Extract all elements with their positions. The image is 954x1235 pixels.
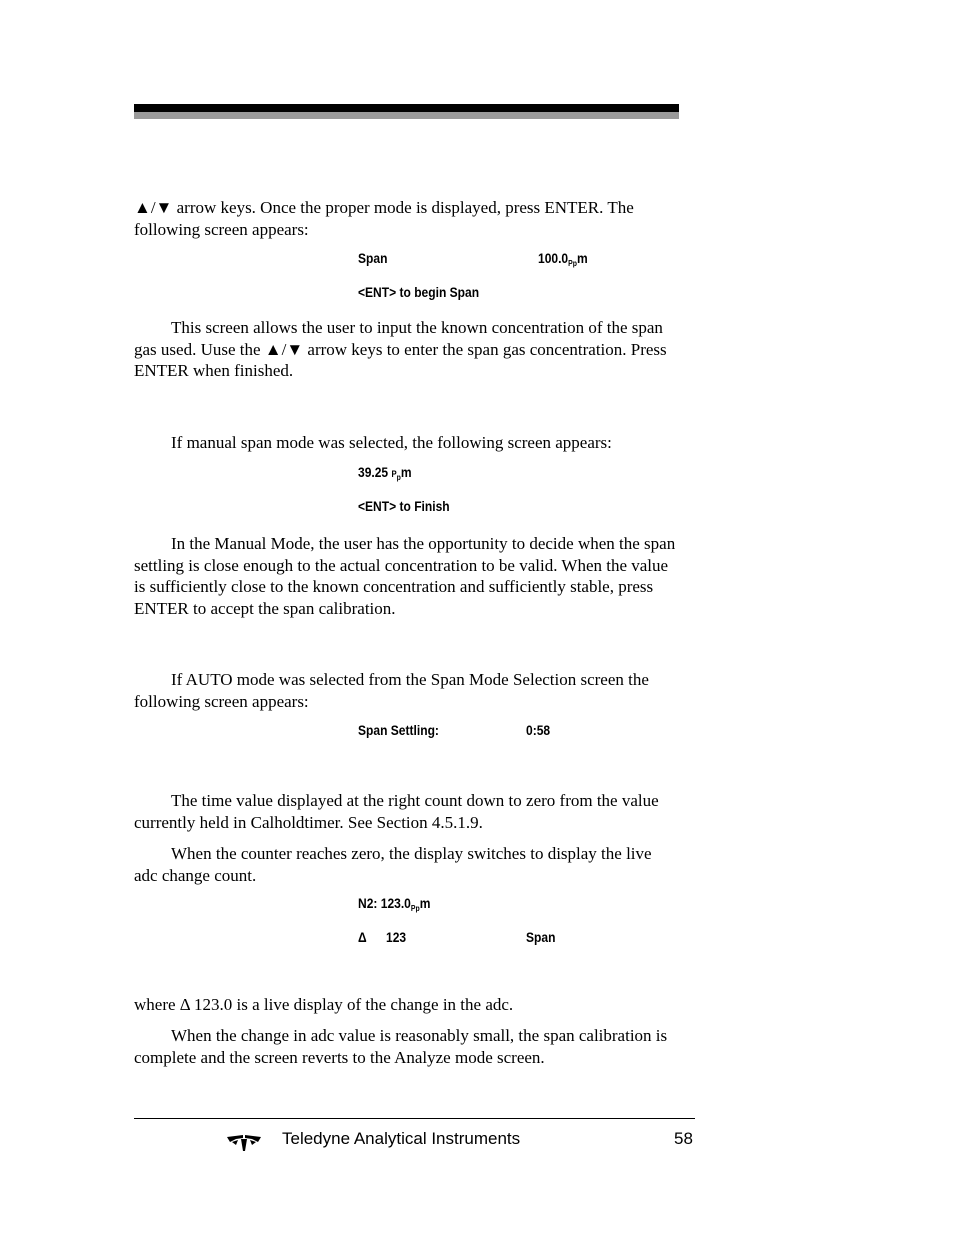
screen-span-value: $100.0_{Pp}m$ xyxy=(538,250,588,268)
footer-rule xyxy=(134,1118,695,1119)
paragraph-where: where Δ 123.0 is a live display of the change in the adc. xyxy=(134,995,514,1014)
screen-span-line2: <ENT> to begin Span xyxy=(358,284,480,300)
screen-span-line1 xyxy=(358,250,387,266)
paragraph-counter-zero: When the counter reaches zero, the display switches to display the live adc change count. xyxy=(134,844,652,885)
screen-delta-count: 123 xyxy=(386,929,407,945)
paragraph-auto-intro: If AUTO mode was selected from the Span Mode Selection screen the following screen appears: xyxy=(134,670,649,711)
teledyne-logo-icon xyxy=(226,1130,262,1152)
footer-company: Teledyne Analytical Instruments xyxy=(282,1129,521,1148)
screen-manual-line2: <ENT> to Finish xyxy=(358,498,450,514)
screen-delta-symbol: Δ xyxy=(358,929,367,945)
page-number: 58 xyxy=(674,1129,693,1148)
screen-n2-line1: N2: $123.0_{Pp}m$ xyxy=(358,895,431,913)
paragraph-span-input: This screen allows the user to input the known concentration of the span gas used. Uuse the ▲/▼ arrow keys to enter the span gas concentration. Press ENTER when finished. xyxy=(134,318,667,380)
header-rule-gray xyxy=(134,112,679,119)
screen-settling-label: Span Settling: xyxy=(358,722,439,738)
screen-span-label: Span xyxy=(358,250,388,266)
paragraph-manual-intro: If manual span mode was selected, the following screen appears: xyxy=(171,433,612,452)
paragraph-manual-mode: In the Manual Mode, the user has the opportunity to decide when the span settling is close enough to the actual concentration to be valid. When the value is sufficiently close to the known concentration and sufficiently stable, press ENTER to accept the span calibration. xyxy=(134,534,676,618)
paragraph-intro: ▲/▼ arrow keys. Once the proper mode is displayed, press ENTER. The following screen appears: xyxy=(134,198,634,239)
paragraph-countdown: The time value displayed at the right count down to zero from the value currently held in Calholdtimer. See Section 4.5.1.9. xyxy=(134,791,659,832)
screen-mode-label: Span xyxy=(526,929,556,945)
screen-settling-value: 0:58 xyxy=(526,722,551,738)
screen-manual-value: 39.25 $P_pm$ xyxy=(358,464,412,482)
header-rule-black xyxy=(134,104,679,112)
paragraph-complete: When the change in adc value is reasonably small, the span calibration is complete and the screen reverts to the Analyze mode screen. xyxy=(134,1026,668,1067)
